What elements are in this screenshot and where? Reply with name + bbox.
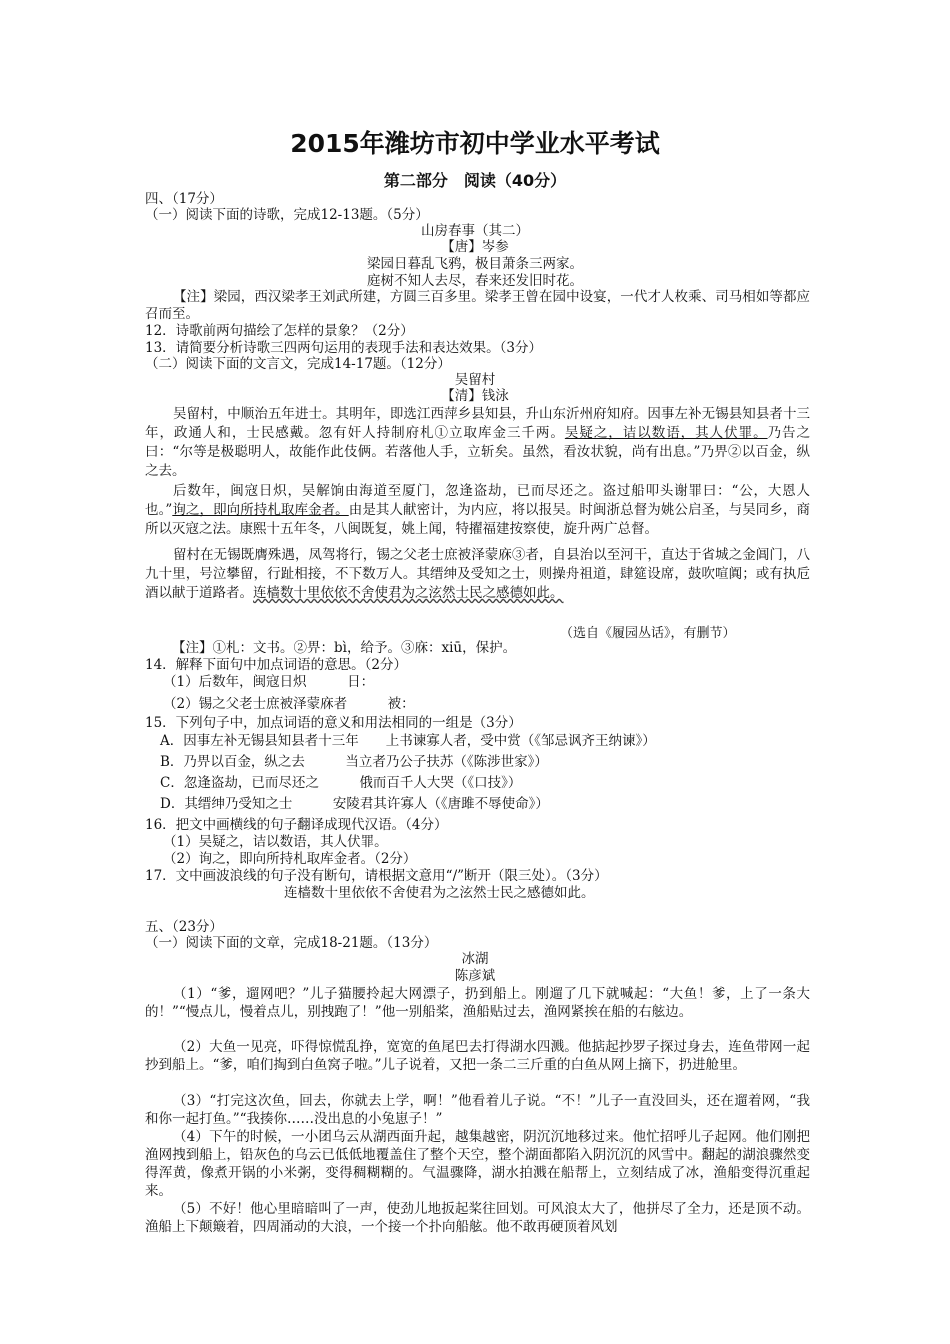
text-source: （选自《履园丛话》，有删节） xyxy=(560,626,736,641)
part5-1-heading: （一）阅读下面的文章，完成18-21题。（13分） xyxy=(145,935,438,951)
article-paragraph-4: （4）下午的时候，一小团乌云从湖西面升起，越集越密，阴沉沉地移过来。他忙招呼儿子起网。他们刚把渔网拽到船上，铅灰色的乌云已低低地覆盖住了整个天空，整个湖面都陷入阴沉沉的风雪中。翻起的湖浪骤然变得浑黄，像煮开锅的小米粥，变得稠糊糊的。气温骤降，湖水拍溅在船帮上，立刻结成了冰，渔船变得沉重起来。 xyxy=(145,1129,810,1199)
part5-heading: 五、（23分） xyxy=(145,919,223,935)
section-subtitle: 第二部分 阅读（40分） xyxy=(383,171,567,190)
question-15-c: C．忽逢盗劫，已而尽还之 俄而百千人大哭（《口技》） xyxy=(160,775,522,791)
question-17: 17．文中画波浪线的句子没有断句，请根据文意用“/”断开（限三处）。（3分） xyxy=(145,868,608,884)
poem-note: 【注】梁园，西汉梁孝王刘武所建，方圆三百多里。梁孝王曾在园中设宴，一代才人枚乘、司马相如等都应召而至。 xyxy=(145,289,810,322)
part4-1-heading: （一）阅读下面的诗歌，完成12-13题。（5分） xyxy=(145,207,429,223)
question-12: 12．诗歌前两句描绘了怎样的景象？（2分） xyxy=(145,323,414,339)
part4-heading: 四、（17分） xyxy=(145,191,223,207)
question-15-b: B．乃畀以百金，纵之去 当立者乃公子扶苏（《陈涉世家》） xyxy=(160,754,548,770)
poem-author: 【唐】岑参 xyxy=(441,239,509,255)
part4-2-heading: （二）阅读下面的文言文，完成14-17题。（12分） xyxy=(145,356,451,372)
exam-title: 2015年潍坊市初中学业水平考试 xyxy=(290,129,660,158)
poem-title: 山房春事（其二） xyxy=(421,223,529,239)
question-13: 13．请简要分析诗歌三四两句运用的表现手法和表达效果。（3分） xyxy=(145,340,543,356)
question-14: 14．解释下面句中加点词语的意思。（2分） xyxy=(145,657,408,673)
question-14-1: （1）后数年，闽寇日炽 日： xyxy=(163,674,375,690)
poem-line-2: 庭树不知人去尽，春来还发旧时花。 xyxy=(367,273,583,289)
question-17-sentence: 连樯数十里依依不舍使君为之泫然士民之感德如此。 xyxy=(284,885,595,901)
article-author: 陈彦斌 xyxy=(454,968,496,984)
article-paragraph-5: （5）不好！他心里暗暗叫了一声，使劲儿地扳起桨往回划。可风浪太大了，他拼尽了全力，还是顶不动。渔船上下颠簸着，四周涌动的大浪，一个接一个扑向船舷。他不敢再硬顶着风划 xyxy=(145,1201,810,1235)
poem-line-1: 梁园日暮乱飞鸦，极目萧条三两家。 xyxy=(367,256,583,272)
text-title: 吴留村 xyxy=(454,372,496,388)
text-author: 【清】钱泳 xyxy=(441,388,509,404)
article-title: 冰湖 xyxy=(461,951,489,967)
wavy-sentence: 连樯数十里依依不舍使君为之泫然士民之感德如此。 xyxy=(253,585,564,601)
paragraph-2: 后数年，闽寇日炽，吴解饷由海道至厦门，忽逢盗劫，已而尽还之。盗过船叩头谢罪曰：“公，大恩人也。”询之，即向所持札取库金者。由是其人献密计，为内应，将以报吴。时闽浙总督为姚公启圣，与吴同乡，商所以灭寇之法。康熙十五年冬，八闽既复，姚上闻，特擢福建按察使，旋升两广总督。 xyxy=(145,483,811,537)
question-16-2: （2）询之，即向所持札取库金者。（2分） xyxy=(163,851,417,867)
text-notes: 【注】①札：文书。②畀：bì，给予。③庥：xiū，保护。 xyxy=(172,640,517,656)
article-paragraph-3: （3）“打完这次鱼，回去，你就去上学，啊！”他看着儿子说。“不！”儿子一直没回头，还在遛着网，“我和你一起打鱼。”“我揍你……没出息的小兔崽子！” xyxy=(145,1093,810,1127)
question-15: 15．下列句子中，加点词语的意义和用法相同的一组是（3分） xyxy=(145,715,522,731)
question-15-d: D．其缙绅乃受知之士 安陵君其许寡人（《唐雎不辱使命》） xyxy=(160,796,549,812)
question-14-2: （2）锡之父老士庶被泽蒙庥者 被： xyxy=(163,696,415,712)
paragraph-1: 吴留村，中顺治五年进士。其明年，即选江西萍乡县知县，升山东沂州府知府。因事左补无锡县知县者十三年，政通人和，士民感戴。忽有奸人持制府札①立取库金三千两。吴疑之，诘以数语，其人伏罪。乃告之曰：“尔等是极聪明人，故能作此伎俩。若落他人手，立斩矣。虽然，看汝状貌，尚有出息。”乃畀②以百金，纵之去。 xyxy=(145,406,811,479)
question-16-1: （1）吴疑之，诘以数语，其人伏罪。 xyxy=(163,834,388,850)
underlined-sentence-1: 吴疑之，诘以数语，其人伏罪。 xyxy=(564,425,768,441)
underlined-sentence-2: 询之，即向所持札取库金者。 xyxy=(172,502,349,518)
paragraph-3: 留村在无锡既膺殊遇，凤驾将行，锡之父老士庶被泽蒙庥③者，自县治以至河干，直达于省城之金阊门，八九十里，号泣攀留，行趾相接，不下数万人。其缙绅及受知之士，则操舟祖道，肆筵设席，鼓吹喧阗；或有执卮酒以献于道路者。连樯数十里依依不舍使君为之泫然士民之感德如此。 xyxy=(145,547,810,601)
article-paragraph-1: （1）“爹，遛网吧？”儿子猫腰拎起大网漂子，扔到船上。刚遛了几下就喊起：“大鱼！爹，上了一条大的！”“慢点儿，慢着点儿，别拽跑了！”他一别船桨，渔船贴过去，渔网紧挨在船的右舷边。 xyxy=(145,986,810,1020)
article-paragraph-2: （2）大鱼一见亮，吓得惊慌乱挣，宽宽的鱼尾巴去打得湖水四溅。他掂起抄罗子探过身去，连鱼带网一起抄到船上。“爹，咱们掏到白鱼窝子啦。”儿子说着，又把一条二三斤重的白鱼从网上摘下，扔进舱里。 xyxy=(145,1039,810,1073)
question-15-a: A．因事左补无锡县知县者十三年 上书谏寡人者，受中赏（《邹忌讽齐王纳谏》） xyxy=(160,733,656,749)
question-16: 16．把文中画横线的句子翻译成现代汉语。（4分） xyxy=(145,817,448,833)
